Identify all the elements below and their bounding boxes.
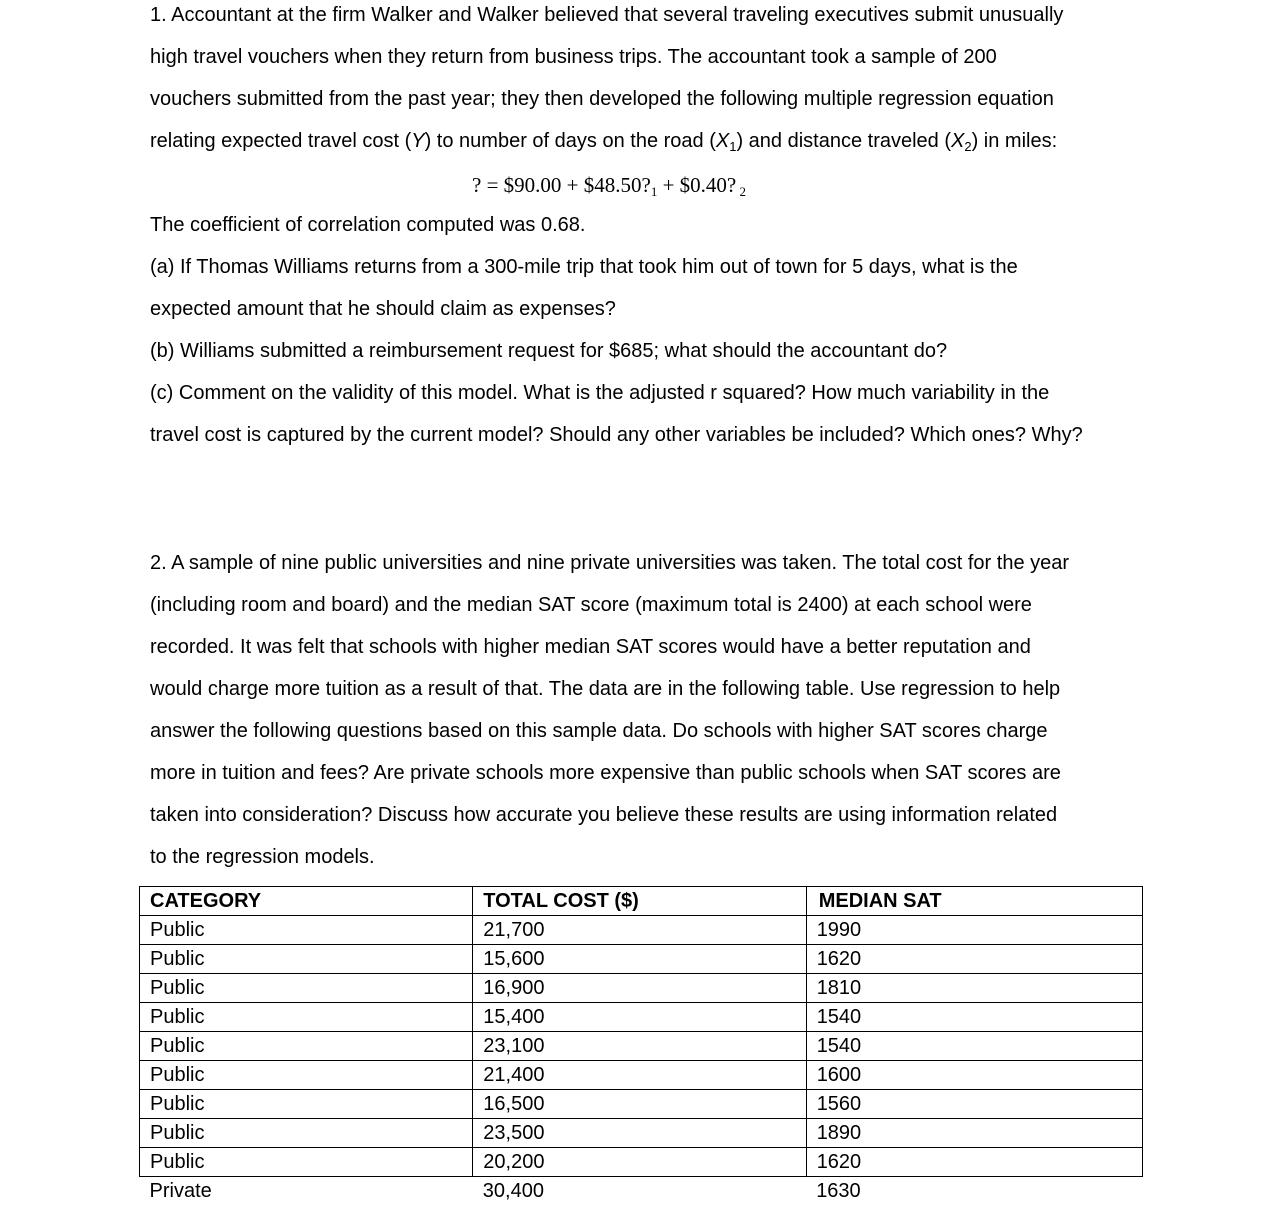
table-row [140, 1148, 1143, 1177]
cell-median-sat: 1810 [806, 974, 1142, 1003]
table-header-row [140, 887, 1143, 916]
cell-category: Public [140, 945, 473, 974]
table-row [140, 916, 1143, 945]
cell-median-sat: 1620 [806, 945, 1142, 974]
var-x2-sub: 2 [964, 139, 972, 154]
q2-line-1: 2. A sample of nine public universities and nine private universities was taken. The total cost for the year [150, 552, 1070, 574]
cell-category: Public [140, 1119, 473, 1148]
cell-median-sat: 1620 [806, 1148, 1142, 1177]
equation-lhs: ? = $90.00 + $48.50? [472, 173, 651, 197]
table-row [140, 1177, 1143, 1206]
cell-median-sat: 1600 [806, 1061, 1142, 1090]
cell-category: Public [140, 1090, 473, 1119]
q2-line-3: recorded. It was felt that schools with higher median SAT scores would have a better reputation and [150, 636, 1031, 658]
cell-category: Public [140, 1061, 473, 1090]
cell-category: Public [140, 1032, 473, 1061]
data-table [139, 886, 1143, 1205]
cell-total-cost: 23,500 [473, 1119, 806, 1148]
q1-line-4-mid2: ) and distance traveled ( [736, 130, 952, 152]
q2-line-8: to the regression models. [150, 846, 375, 868]
cell-median-sat: 1990 [806, 916, 1142, 945]
q1-line-4-pre: relating expected travel cost ( [150, 130, 412, 152]
question-1 [150, 0, 1150, 462]
equation-sub-1: 1 [650, 184, 658, 199]
q1-line-3: vouchers submitted from the past year; they then developed the following multiple regression equation [150, 88, 1054, 110]
table-row [140, 1061, 1143, 1090]
cell-total-cost: 21,400 [473, 1061, 806, 1090]
cell-category: Public [140, 974, 473, 1003]
q1-line-4-post: ) in miles: [971, 130, 1058, 152]
q1-line-2: high travel vouchers when they return from business trips. The accountant took a sample of 200 [150, 46, 997, 68]
q2-line-6: more in tuition and fees? Are private schools more expensive than public schools when SAT scores are [150, 762, 1061, 784]
var-x1-sub: 1 [729, 139, 737, 154]
cell-median-sat: 1540 [806, 1003, 1142, 1032]
q1-part-b: (b) Williams submitted a reimbursement request for $685; what should the accountant do? [150, 340, 948, 362]
cell-total-cost: 20,200 [473, 1148, 806, 1177]
cell-category: Public [140, 916, 473, 945]
cell-median-sat: 1560 [806, 1090, 1142, 1119]
q1-part-a-line-2: expected amount that he should claim as expenses? [150, 298, 616, 320]
table-row [140, 974, 1143, 1003]
q1-line-4 [150, 126, 1150, 168]
cell-category: Public [140, 1003, 473, 1032]
question-2 [150, 548, 1150, 884]
table-row [140, 1119, 1143, 1148]
cell-total-cost: 15,400 [473, 1003, 806, 1032]
regression-equation [150, 168, 1150, 210]
q1-correlation: The coefficient of correlation computed was 0.68. [150, 214, 586, 236]
table-row [140, 1003, 1143, 1032]
var-x2: X [951, 130, 965, 152]
cell-total-cost: 16,500 [473, 1090, 806, 1119]
q2-line-4: would charge more tuition as a result of that. The data are in the following table. Use regression to help [150, 678, 1061, 700]
cell-total-cost: 15,600 [473, 945, 806, 974]
table-row [140, 1032, 1143, 1061]
q1-part-c-line-1: (c) Comment on the validity of this model. What is the adjusted r squared? How much variability in the [150, 382, 1050, 404]
cell-total-cost: 30,400 [482, 1180, 544, 1202]
q2-line-5: answer the following questions based on this sample data. Do schools with higher SAT scores charge [150, 720, 1048, 742]
table-row [140, 945, 1143, 974]
cell-median-sat: 1540 [806, 1032, 1142, 1061]
q1-part-c-line-2: travel cost is captured by the current model? Should any other variables be included? Which ones? Why? [150, 424, 1083, 446]
var-y: Y [411, 130, 425, 152]
cell-category: Private [149, 1180, 212, 1202]
q1-line-4-mid1: ) to number of days on the road ( [424, 130, 716, 152]
table-row [140, 1090, 1143, 1119]
cell-category: Public [140, 1148, 473, 1177]
q1-part-a-line-1: (a) If Thomas Williams returns from a 300-mile trip that took him out of town for 5 days, what is the [150, 256, 1018, 278]
equation-sub-2: 2 [736, 184, 746, 199]
equation-mid: + $0.40? [657, 173, 737, 197]
header-category: CATEGORY [140, 887, 473, 916]
header-median-sat: MEDIAN SAT [806, 887, 1142, 916]
cell-total-cost: 16,900 [473, 974, 806, 1003]
q2-line-7: taken into consideration? Discuss how accurate you believe these results are using information related [150, 804, 1058, 826]
cell-total-cost: 21,700 [473, 916, 806, 945]
cell-median-sat: 1890 [806, 1119, 1142, 1148]
q1-line-1: 1. Accountant at the firm Walker and Walker believed that several traveling executives submit unusually [150, 4, 1064, 26]
var-x1: X [715, 130, 730, 152]
header-total-cost: TOTAL COST ($) [473, 887, 806, 916]
cell-total-cost: 23,100 [473, 1032, 806, 1061]
cell-median-sat: 1630 [816, 1180, 861, 1202]
q2-line-2: (including room and board) and the median SAT score (maximum total is 2400) at each school were [150, 594, 1032, 616]
